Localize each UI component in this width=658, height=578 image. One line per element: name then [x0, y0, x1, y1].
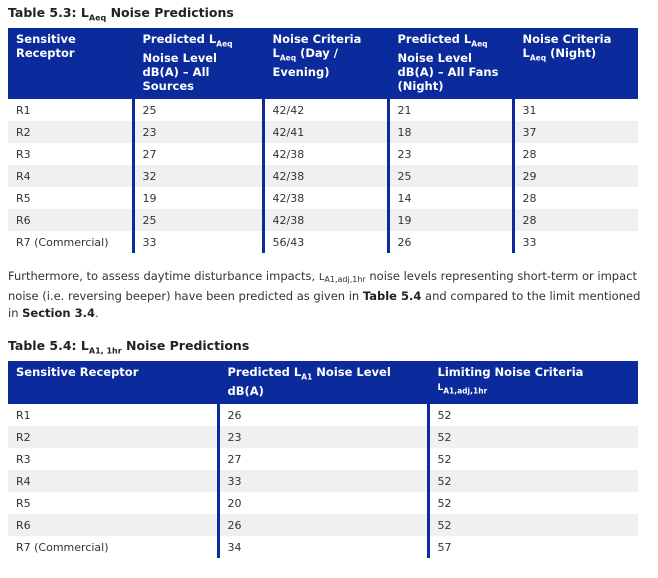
- table-cell: R7 (Commercial): [8, 231, 133, 253]
- table-cell: 23: [133, 121, 263, 143]
- table-cell: 26: [218, 514, 428, 536]
- noise-predictions-table-5-4: [8, 361, 638, 558]
- table-cell: 33: [513, 231, 638, 253]
- table-cell: 25: [388, 165, 513, 187]
- table-cell: 26: [218, 403, 428, 427]
- text-fragment: A1,adj,1hr: [324, 275, 366, 284]
- table-cell: 33: [133, 231, 263, 253]
- caption-symbol-sub: Aeq: [88, 13, 107, 23]
- caption-symbol-sub: A1, 1hr: [88, 346, 122, 356]
- text-fragment: Aeq: [529, 53, 547, 63]
- table-row: [8, 121, 638, 143]
- table-header-row: [8, 361, 638, 403]
- table-row: [8, 187, 638, 209]
- table-cell: 23: [388, 143, 513, 165]
- text-fragment: Noise Criteria: [522, 32, 612, 46]
- table-cell: 14: [388, 187, 513, 209]
- table-row: [8, 98, 638, 122]
- table-cell: 52: [428, 514, 638, 536]
- table-cell: 27: [218, 448, 428, 470]
- table-cell: R6: [8, 209, 133, 231]
- table-cell: 27: [133, 143, 263, 165]
- table-cell: R4: [8, 470, 218, 492]
- table-cell: R7 (Commercial): [8, 536, 218, 558]
- table-row: [8, 143, 638, 165]
- text-fragment: Predicted L: [142, 32, 217, 46]
- table-header-row: [8, 28, 638, 98]
- table-cell: 52: [428, 403, 638, 427]
- text-fragment: Aeq: [216, 39, 233, 49]
- table-cell: R1: [8, 98, 133, 122]
- text-fragment: A1,adj,1hr: [443, 386, 488, 396]
- table-cell: 42/38: [263, 187, 388, 209]
- header-predicted-laeq-all-sources: [133, 28, 263, 98]
- table-cell: 19: [133, 187, 263, 209]
- table-cell: 19: [388, 209, 513, 231]
- header-limiting-noise-criteria: [428, 361, 638, 403]
- table-cell: 37: [513, 121, 638, 143]
- text-fragment: Furthermore, to assess daytime disturbance impacts,: [8, 269, 319, 283]
- table-cell: 25: [133, 98, 263, 122]
- table-cell: 33: [218, 470, 428, 492]
- noise-predictions-table-5-3: [8, 28, 638, 253]
- body-paragraph: [8, 268, 648, 322]
- table-cell: 23: [218, 426, 428, 448]
- text-fragment: .: [94, 306, 99, 320]
- header-predicted-la1-noise-level: [218, 361, 428, 403]
- table-cell: 52: [428, 492, 638, 514]
- text-fragment: Sensitive Receptor: [16, 365, 139, 379]
- text-fragment: L: [437, 383, 444, 393]
- header-sensitive-receptor: [8, 361, 218, 403]
- text-fragment: Limiting Noise Criteria: [437, 365, 584, 379]
- table-row: [8, 231, 638, 253]
- caption-suffix: Noise Predictions: [106, 5, 234, 20]
- table-cell: 20: [218, 492, 428, 514]
- table-cell: 18: [388, 121, 513, 143]
- caption-prefix: Table 5.4:: [8, 338, 81, 353]
- table-row: [8, 209, 638, 231]
- table-cell: 34: [218, 536, 428, 558]
- caption-symbol: L: [80, 5, 89, 20]
- text-fragment: Aeq: [279, 53, 297, 63]
- table-cell: 26: [388, 231, 513, 253]
- text-fragment: (Night): [546, 46, 597, 60]
- text-fragment: L: [522, 46, 530, 60]
- table-row: [8, 514, 638, 536]
- text-fragment: (Day / Evening): [272, 46, 339, 80]
- table-cell: 42/42: [263, 98, 388, 122]
- table-cell: 28: [513, 187, 638, 209]
- table-cell: R2: [8, 426, 218, 448]
- table-cell: R1: [8, 403, 218, 427]
- table-cell: 28: [513, 143, 638, 165]
- table-cell: R6: [8, 514, 218, 536]
- text-fragment: Noise Criteria: [272, 32, 362, 46]
- table-cell: 52: [428, 448, 638, 470]
- table-row: [8, 426, 638, 448]
- text-fragment: Noise Level dB(A) – All Fans (Night): [397, 51, 499, 94]
- caption-symbol: L: [80, 338, 89, 353]
- table-cell: R3: [8, 448, 218, 470]
- table-cell: 21: [388, 98, 513, 122]
- table-row: [8, 403, 638, 427]
- table-caption-5-4: [8, 338, 249, 356]
- text-fragment: Noise Level dB(A) – All Sources: [142, 51, 217, 94]
- table-cell: 57: [428, 536, 638, 558]
- header-predicted-laeq-all-fans: [388, 28, 513, 98]
- table-cell: 56/43: [263, 231, 388, 253]
- text-fragment: Predicted L: [397, 32, 472, 46]
- section-3-4-reference: Section 3.4: [22, 306, 95, 320]
- text-fragment: Noise Level dB(A): [227, 365, 391, 399]
- table-5-4-reference: Table 5.4: [362, 289, 422, 303]
- table-cell: R4: [8, 165, 133, 187]
- text-fragment: Sensitive Receptor: [16, 32, 76, 60]
- text-fragment: and compared to the limit mentioned in: [8, 289, 641, 320]
- table-cell: 42/38: [263, 165, 388, 187]
- table-row: [8, 165, 638, 187]
- table-cell: R3: [8, 143, 133, 165]
- table-cell: 31: [513, 98, 638, 122]
- table-cell: 42/41: [263, 121, 388, 143]
- text-fragment: L: [318, 272, 325, 283]
- header-sensitive-receptor: [8, 28, 133, 98]
- table-cell: R5: [8, 492, 218, 514]
- table-caption-5-3: [8, 5, 234, 23]
- text-fragment: Aeq: [471, 39, 488, 49]
- table-cell: 29: [513, 165, 638, 187]
- text-fragment: noise levels representing short-term or impact noise (i.e. reversing beeper) have been predicted as given in: [8, 269, 637, 303]
- table-row: [8, 536, 638, 558]
- text-fragment: A1: [301, 372, 313, 382]
- text-fragment: Predicted L: [227, 365, 302, 379]
- caption-suffix: Noise Predictions: [121, 338, 250, 353]
- header-noise-criteria-day-evening: [263, 28, 388, 98]
- table-cell: R2: [8, 121, 133, 143]
- table-row: [8, 492, 638, 514]
- text-fragment: L: [272, 46, 280, 60]
- caption-prefix: Table 5.3:: [8, 5, 81, 20]
- table-cell: 52: [428, 470, 638, 492]
- table-row: [8, 448, 638, 470]
- table-cell: 42/38: [263, 209, 388, 231]
- table-cell: 25: [133, 209, 263, 231]
- table-cell: 32: [133, 165, 263, 187]
- table-cell: R5: [8, 187, 133, 209]
- table-cell: 28: [513, 209, 638, 231]
- table-cell: 52: [428, 426, 638, 448]
- table-cell: 42/38: [263, 143, 388, 165]
- header-noise-criteria-night: [513, 28, 638, 98]
- table-row: [8, 470, 638, 492]
